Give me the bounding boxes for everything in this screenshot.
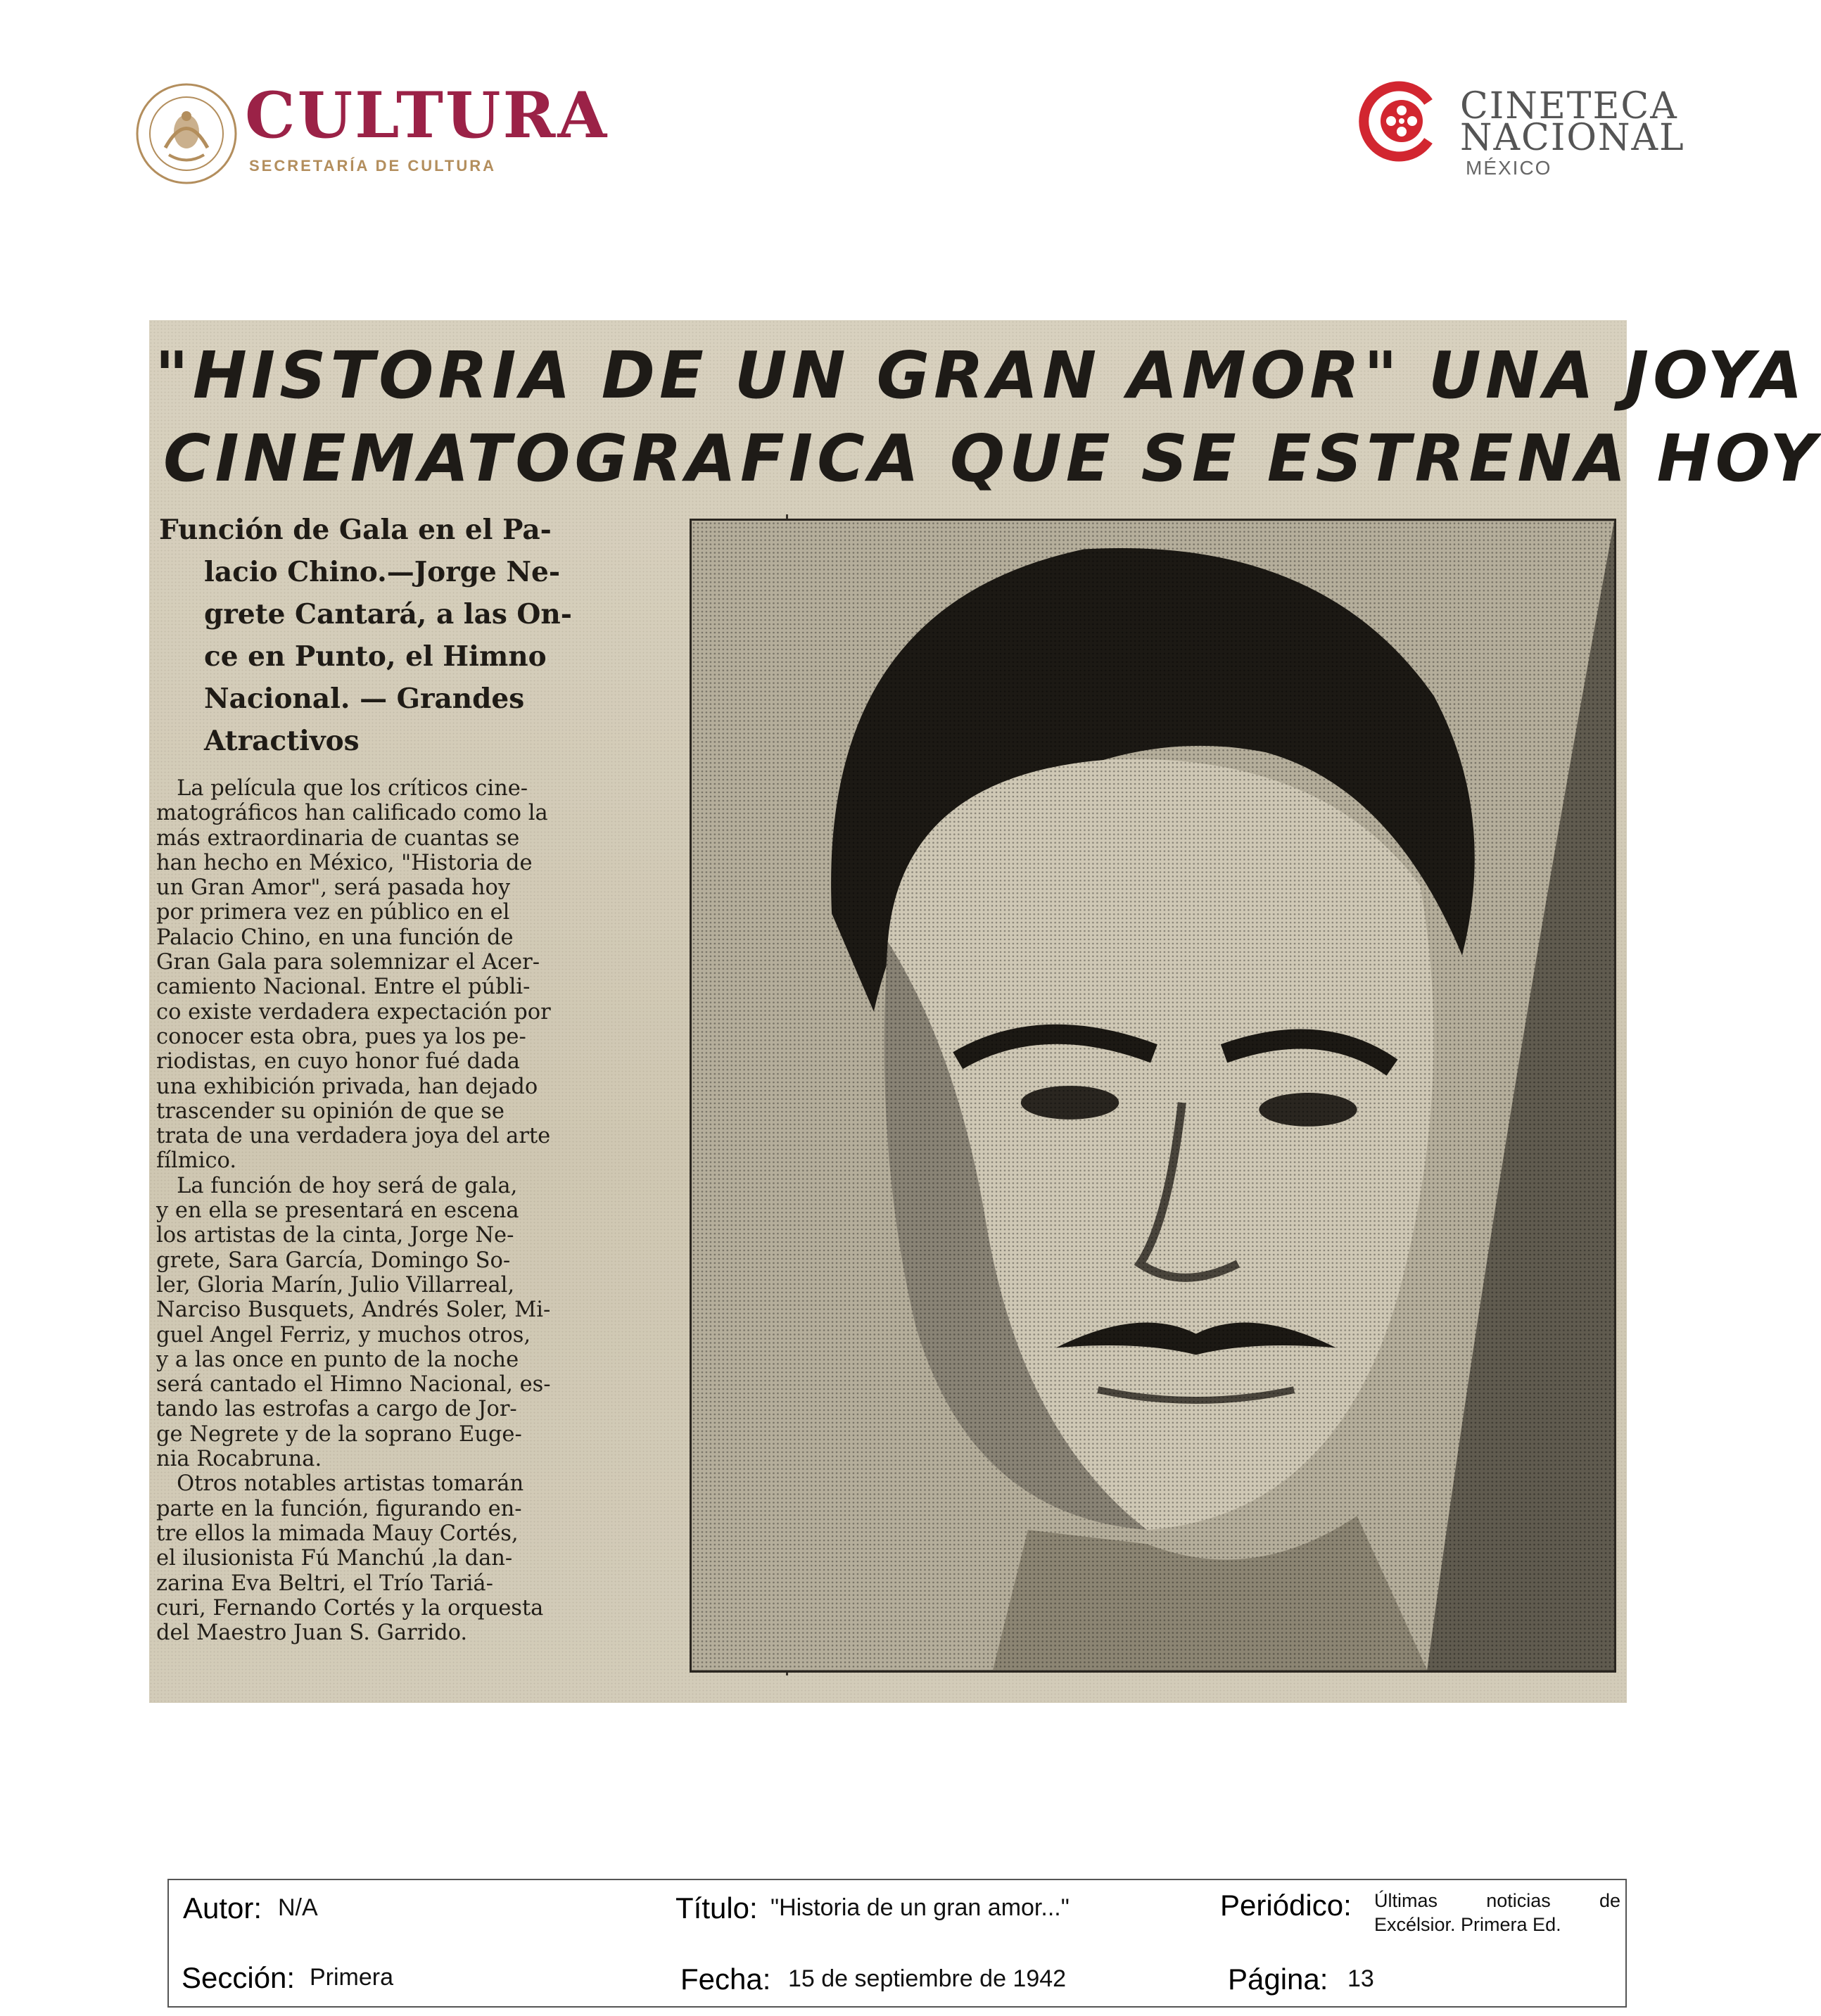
cineteca-logo: [1358, 81, 1685, 179]
headline: [149, 334, 1821, 500]
body-line: tre ellos la mimada Mauy Cortés,: [156, 1521, 519, 1546]
portrait-illustration: [692, 521, 1614, 1671]
body-line: guel Angel Ferriz, y muchos otros,: [156, 1322, 531, 1348]
fecha-label: Fecha:: [680, 1963, 771, 1996]
body-line: el ilusionista Fú Manchú ,la dan-: [156, 1546, 513, 1571]
body-line: los artistas de la cinta, Jorge Ne-: [156, 1223, 514, 1248]
subhead-line: Función de Gala en el Pa-: [159, 514, 552, 546]
periodico-label: Periódico:: [1220, 1889, 1352, 1922]
titulo-value: "Historia de un gran amor...": [770, 1894, 1070, 1921]
seccion-value: Primera: [310, 1964, 394, 1991]
body-line: Palacio Chino, en una función de: [156, 925, 514, 950]
body-line: riodistas, en cuyo honor fué dada: [156, 1049, 520, 1074]
body-line: más extraordinaria de cuantas se: [156, 825, 520, 851]
periodico-value-line: Últimas noticias de: [1374, 1890, 1620, 1911]
subhead-line: grete Cantará, a las On-: [204, 598, 572, 630]
body-line: zarina Eva Beltri, el Trío Tariá-: [156, 1571, 493, 1596]
cineteca-wordmark: CINETECA: [1460, 85, 1678, 127]
body-line: La película que los críticos cine-: [156, 776, 528, 801]
subhead-line: Nacional. — Grandes: [204, 683, 525, 715]
body-line: curi, Fernando Cortés y la orquesta: [156, 1595, 544, 1621]
body-line: fílmico.: [156, 1148, 237, 1174]
mexico-wordmark: MÉXICO: [1466, 157, 1552, 179]
body-line: trascender su opinión de que se: [156, 1098, 505, 1124]
body-line: ge Negrete y de la soprano Euge-: [156, 1421, 522, 1447]
body-line: tando las estrofas a cargo de Jor-: [156, 1397, 517, 1422]
headline-line: "HISTORIA DE UN GRAN AMOR" UNA JOYA: [155, 338, 1807, 413]
body-line: parte en la función, figurando en-: [156, 1496, 522, 1521]
metadata-table: [167, 1879, 1627, 2008]
fecha-value: 15 de septiembre de 1942: [788, 1965, 1067, 1992]
body-line: Narciso Busquets, Andrés Soler, Mi-: [156, 1298, 551, 1323]
body-line: Otros notables artistas tomarán: [156, 1471, 524, 1497]
body-line: Gran Gala para solemnizar el Acer-: [156, 950, 540, 975]
cultura-subtitle: SECRETARÍA DE CULTURA: [249, 157, 497, 175]
body-line: han hecho en México, "Historia de: [156, 850, 533, 875]
titulo-label: Título:: [675, 1891, 758, 1925]
body-line: una exhibición privada, han dejado: [156, 1074, 538, 1099]
body-line: y en ella se presentará en escena: [156, 1198, 519, 1224]
pagina-value: 13: [1347, 1965, 1374, 1992]
cultura-logo: [134, 78, 609, 186]
film-reel-icon: [1358, 81, 1439, 162]
body-line: ler, Gloria Marín, Julio Villarreal,: [156, 1272, 515, 1298]
body-line: será cantado el Himno Nacional, es-: [156, 1372, 551, 1397]
body-line: co existe verdadera expectación por: [156, 999, 551, 1025]
newspaper-clipping: [149, 320, 1821, 1703]
autor-label: Autor:: [183, 1891, 262, 1925]
periodico-value: [1374, 1889, 1620, 1936]
subhead-line: lacio Chino.—Jorge Ne-: [204, 556, 561, 588]
body-line: nia Rocabruna.: [156, 1447, 322, 1472]
periodico-value-line: Excélsior. Primera Ed.: [1374, 1914, 1561, 1935]
portrait-photo: [690, 519, 1616, 1673]
subhead-line: Atractivos: [204, 725, 360, 757]
headline-line: CINEMATOGRAFICA QUE SE ESTRENA HOY: [163, 421, 1821, 496]
body-line: del Maestro Juan S. Garrido.: [156, 1621, 468, 1646]
pagina-label: Página:: [1228, 1963, 1328, 1996]
autor-value: N/A: [278, 1894, 318, 1921]
body-line: un Gran Amor", será pasada hoy: [156, 875, 511, 901]
body-line: camiento Nacional. Entre el públi-: [156, 975, 531, 1000]
body-line: matográficos han calificado como la: [156, 801, 548, 826]
body-line: grete, Sara García, Domingo So-: [156, 1248, 511, 1273]
body-line: trata de una verdadera joya del arte: [156, 1124, 551, 1149]
subhead-line: ce en Punto, el Himno: [204, 640, 547, 673]
national-seal-icon: [134, 81, 239, 186]
body-line: y a las once en punto de la noche: [156, 1347, 519, 1372]
seccion-label: Sección:: [182, 1961, 296, 1994]
nacional-wordmark: NACIONAL: [1460, 117, 1685, 159]
body-line: La función de hoy será de gala,: [156, 1173, 518, 1198]
body-line: por primera vez en público en el: [156, 900, 510, 925]
body-line: conocer esta obra, pues ya los pe-: [156, 1024, 526, 1049]
cultura-wordmark: CULTURA: [245, 78, 609, 153]
